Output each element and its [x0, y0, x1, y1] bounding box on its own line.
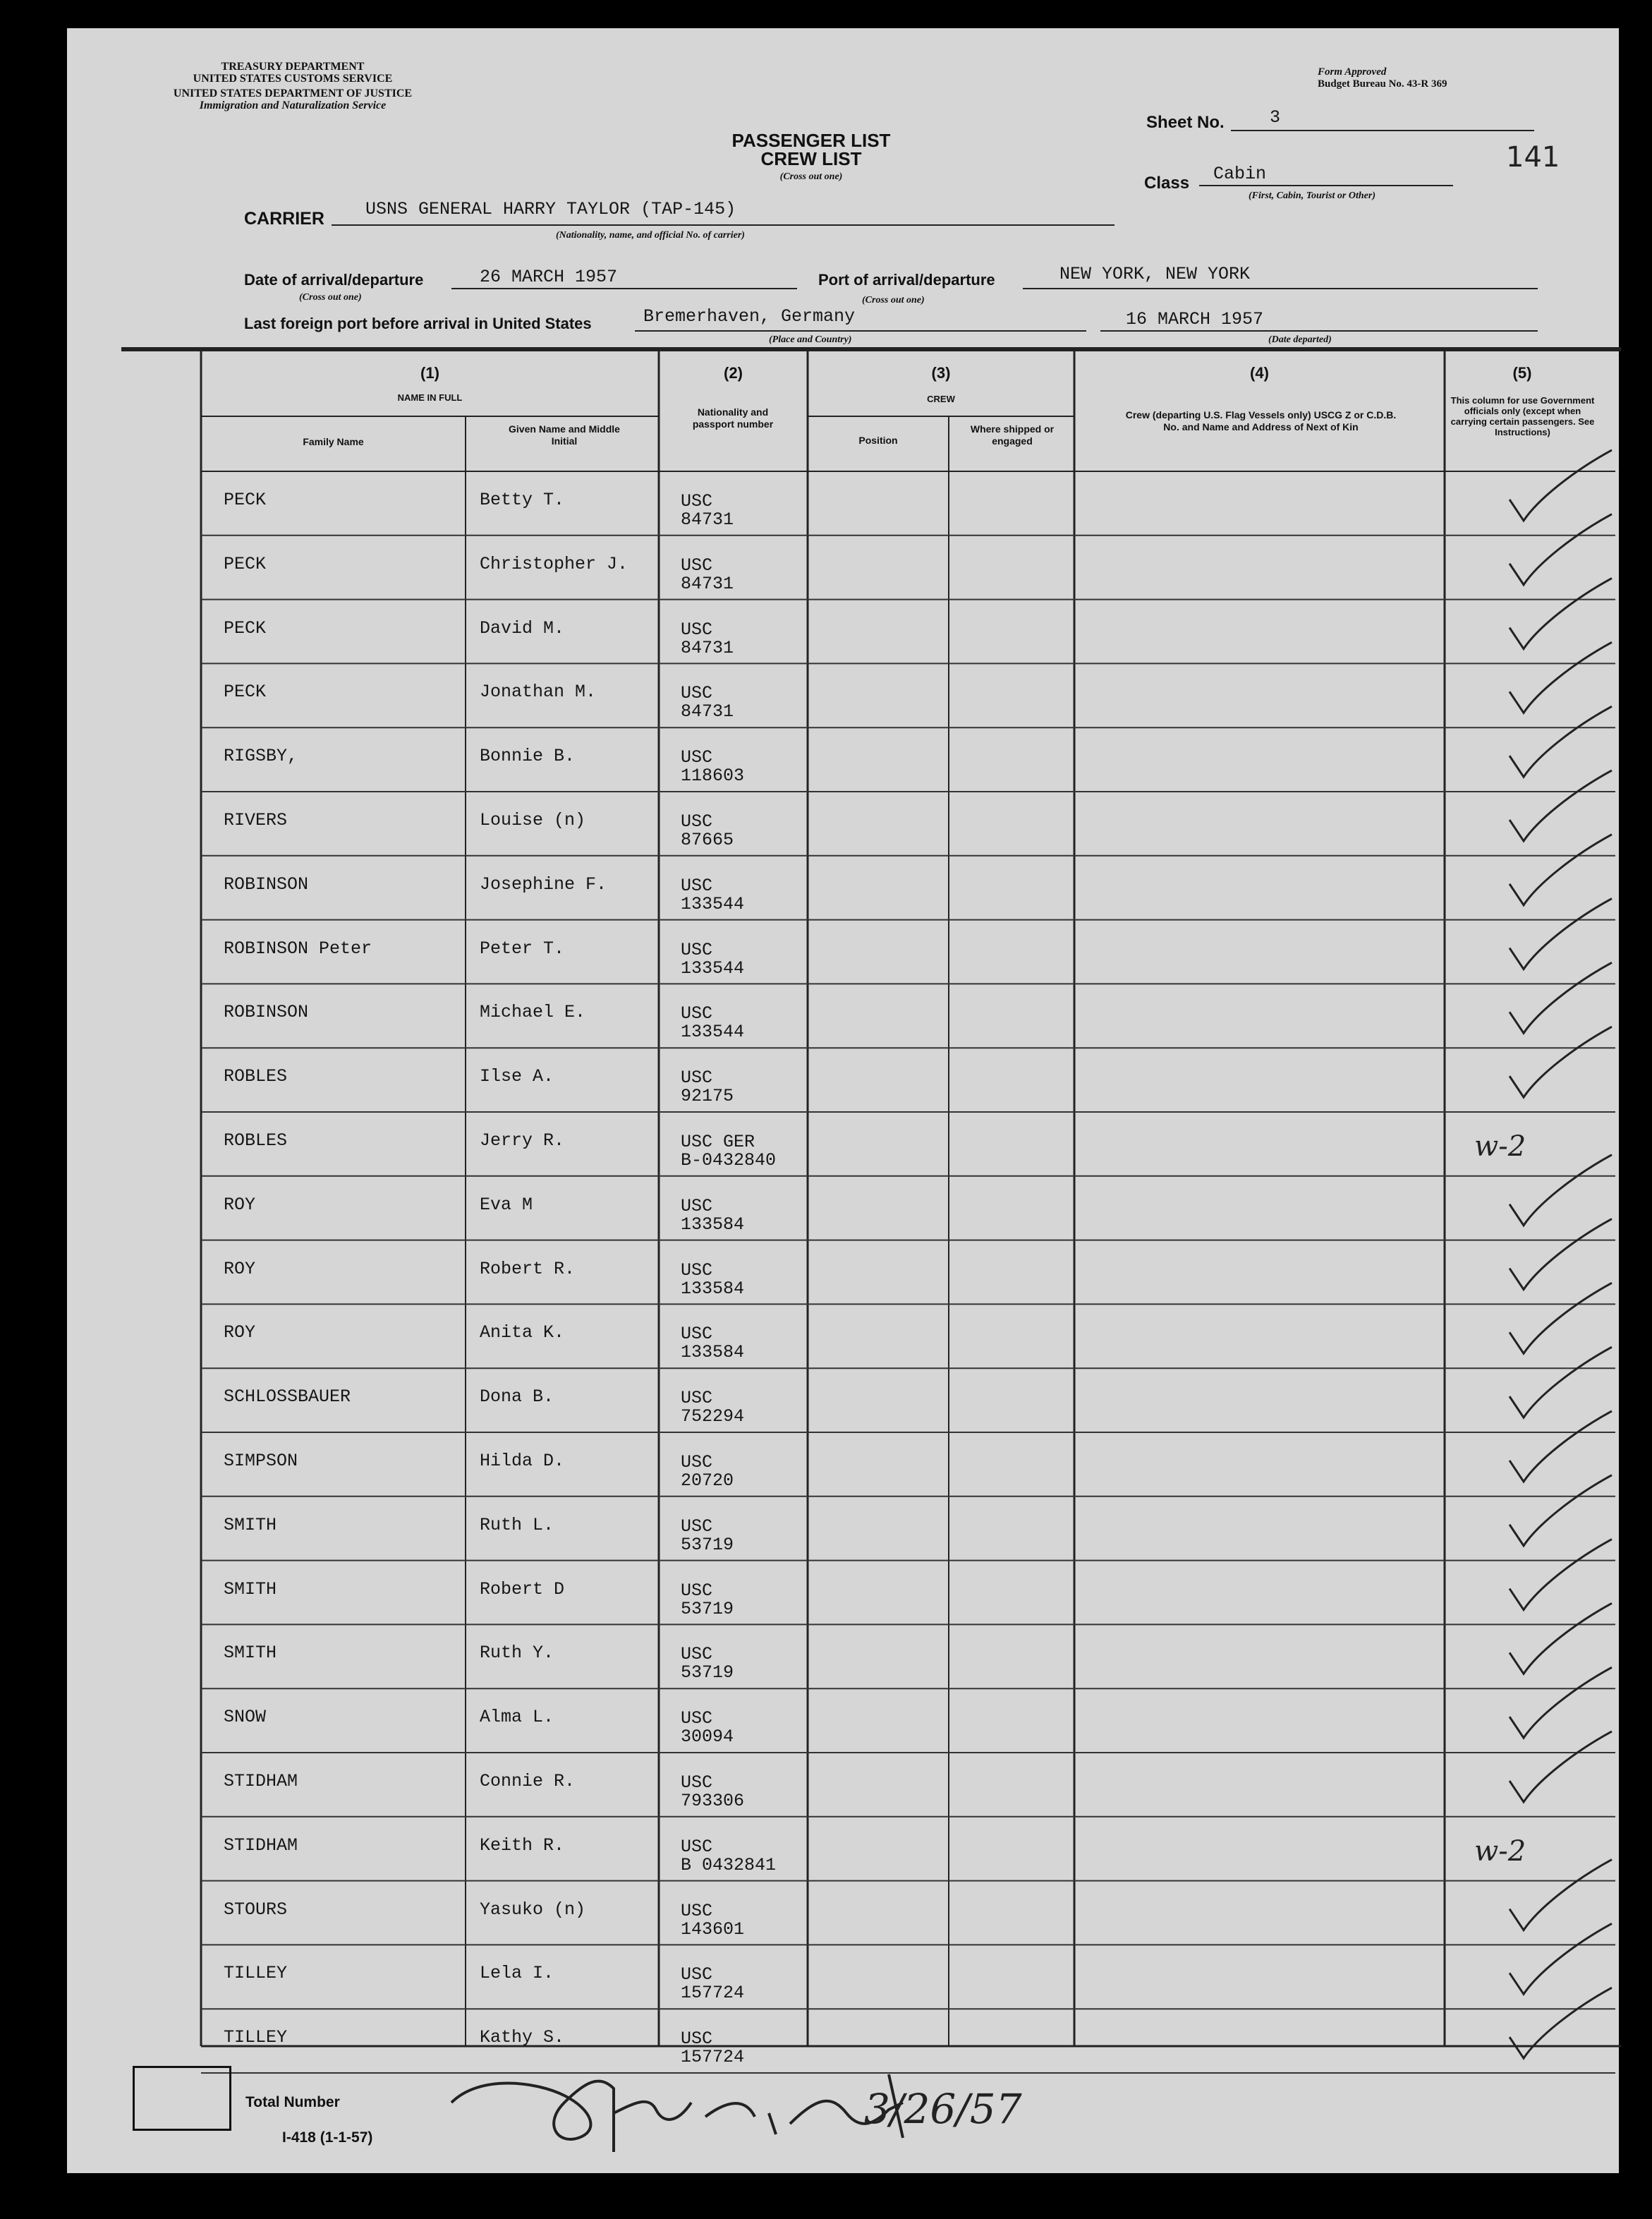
check-mark [1510, 579, 1612, 649]
check-mark [1510, 1923, 1612, 1994]
passport-number-cell: B-0432840 [681, 1150, 777, 1171]
family-name-cell: STIDHAM [224, 1771, 298, 1791]
where-shipped-header: Where shipped or engaged [970, 423, 1055, 447]
passport-number-cell: 53719 [681, 1662, 734, 1683]
family-name-cell: PECK [224, 682, 267, 703]
signature-date: 3/26/57 [864, 2085, 1022, 2133]
passport-number-cell: 87665 [681, 830, 734, 850]
nationality-cell: USC GER [681, 1132, 755, 1152]
given-name-cell: Yasuko (n) [480, 1899, 586, 1920]
check-mark [1510, 1475, 1612, 1546]
check-mark [1510, 1155, 1612, 1226]
nationality-cell: USC [681, 1195, 713, 1216]
col5-number: (5) [1512, 364, 1532, 382]
given-name-cell: Hilda D. [480, 1451, 565, 1471]
passport-number-cell: 133584 [681, 1342, 745, 1363]
family-name-cell: TILLEY [224, 1963, 288, 1984]
family-name-cell: ROY [224, 1194, 256, 1215]
given-name-cell: Robert R. [480, 1258, 576, 1279]
check-mark [1510, 1411, 1612, 1482]
check-mark [1510, 706, 1612, 777]
nationality-cell: USC [681, 1324, 713, 1345]
passport-number-cell: 118603 [681, 766, 745, 787]
family-name-cell: ROY [224, 1322, 256, 1343]
class-note: (First, Cabin, Tourist or Other) [1249, 191, 1375, 201]
family-name-cell: ROBLES [224, 1130, 288, 1151]
given-name-cell: David M. [480, 617, 565, 639]
passport-number-cell: B 0432841 [681, 1854, 777, 1875]
nationality-cell: USC [681, 1452, 713, 1473]
col2-number: (2) [724, 364, 743, 382]
family-name-cell: ROBINSON Peter [224, 938, 372, 959]
total-label: Total Number [245, 2094, 340, 2110]
passport-number-cell: 84731 [681, 637, 734, 658]
last-port-label: Last foreign port before arrival in United States [244, 315, 592, 332]
nationality-cell: USC [681, 1708, 713, 1729]
arrival-date-label: Date of arrival/departure [244, 271, 424, 289]
given-name-cell: Jonathan M. [480, 682, 597, 703]
passport-number-cell: 143601 [681, 1918, 745, 1940]
passport-number-cell: 133584 [681, 1278, 745, 1299]
budget-bureau: Budget Bureau No. 43-R 369 [1318, 78, 1447, 90]
passport-number-cell: 133584 [681, 1214, 745, 1235]
position-header: Position [858, 435, 898, 446]
nationality-cell: USC [681, 1003, 713, 1024]
passport-number-cell: 157724 [681, 2047, 745, 2068]
given-name-cell: Ruth L. [480, 1514, 554, 1535]
carrier-note: (Nationality, name, and official No. of carrier) [556, 230, 745, 241]
passport-number-cell: 84731 [681, 701, 734, 722]
family-name-cell: RIVERS [224, 810, 288, 830]
nationality-cell: USC [681, 939, 713, 960]
col2-title: Nationality and passport number [692, 406, 774, 430]
passport-number-cell: 53719 [681, 1598, 734, 1619]
sheet-label: Sheet No. [1146, 113, 1225, 132]
family-name-cell: PECK [224, 617, 267, 639]
given-name-cell: Michael E. [480, 1002, 586, 1023]
arrival-date-value: 26 MARCH 1957 [480, 267, 618, 287]
given-name-cell: Keith R. [480, 1834, 565, 1856]
given-name-cell: Connie R. [480, 1771, 576, 1791]
family-name-cell: SCHLOSSBAUER [224, 1386, 351, 1408]
given-name-cell: Kathy S. [480, 2027, 565, 2048]
col4-title: Crew (departing U.S. Flag Vessels only) USCG Z or C.D.B. No. and Name and Address of Next of Kin [1125, 409, 1397, 433]
passport-number-cell: 53719 [681, 1534, 734, 1555]
family-name-cell: TILLEY [224, 2027, 288, 2048]
port-note: (Cross out one) [862, 295, 925, 306]
check-mark [1510, 835, 1612, 905]
passport-number-cell: 133544 [681, 1022, 745, 1043]
given-name-cell: Josephine F. [480, 873, 607, 895]
nationality-cell: USC [681, 1068, 713, 1089]
check-mark [1510, 514, 1612, 585]
given-name-cell: Ruth Y. [480, 1643, 554, 1664]
family-name-cell: SMITH [224, 1643, 277, 1664]
nationality-cell: USC [681, 1644, 713, 1665]
given-name-cell: Jerry R. [480, 1130, 565, 1151]
given-name-cell: Dona B. [480, 1386, 554, 1408]
family-name-header: Family Name [303, 436, 364, 447]
passport-number-cell: 30094 [681, 1727, 734, 1748]
nationality-cell: USC [681, 555, 713, 576]
given-name-cell: Betty T. [480, 490, 565, 510]
nationality-cell: USC [681, 491, 713, 512]
nationality-cell: USC [681, 1388, 713, 1409]
nationality-cell: USC [681, 2028, 713, 2050]
nationality-cell: USC [681, 811, 713, 832]
date-departed-note: (Date departed) [1268, 334, 1332, 345]
port-value: NEW YORK, NEW YORK [1059, 264, 1251, 284]
check-mark [1510, 450, 1612, 521]
family-name-cell: RIGSBY, [224, 746, 298, 767]
passport-number-cell: 92175 [681, 1086, 734, 1107]
check-mark [1510, 1603, 1612, 1674]
nationality-cell: USC [681, 1964, 713, 1985]
passport-number-cell: 157724 [681, 1983, 745, 2004]
family-name-cell: ROBINSON [224, 873, 309, 895]
passport-number-cell: 84731 [681, 509, 734, 530]
given-name-cell: Louise (n) [480, 810, 586, 830]
agency-line-4: Immigration and Naturalization Service [199, 99, 387, 111]
given-name-cell: Lela I. [480, 1963, 554, 1984]
check-mark [1510, 1219, 1612, 1290]
check-mark [1510, 642, 1612, 713]
check-mark [1510, 1667, 1612, 1738]
check-mark [1510, 962, 1612, 1033]
given-name-cell: Christopher J. [480, 553, 628, 574]
check-mark [1510, 1860, 1612, 1930]
check-mark [1510, 1988, 1612, 2058]
official-signature [437, 2046, 1213, 2159]
family-name-cell: PECK [224, 490, 267, 510]
family-name-cell: SMITH [224, 1514, 277, 1535]
nationality-cell: USC [681, 1516, 713, 1537]
carrier-label: CARRIER [244, 209, 324, 229]
family-name-cell: SIMPSON [224, 1451, 298, 1471]
col4-number: (4) [1250, 364, 1269, 382]
agency-line-3: UNITED STATES DEPARTMENT OF JUSTICE [173, 87, 413, 99]
carrier-value: USNS GENERAL HARRY TAYLOR (TAP-145) [365, 199, 736, 219]
given-name-cell: Eva M [480, 1194, 533, 1215]
given-name-cell: Robert D [480, 1578, 565, 1600]
form-number: I-418 (1-1-57) [282, 2129, 373, 2146]
check-mark [1510, 770, 1612, 841]
passport-number-cell: 84731 [681, 573, 734, 594]
nationality-cell: USC [681, 1900, 713, 1921]
last-port-note: (Place and Country) [769, 334, 852, 345]
family-name-cell: ROBINSON [224, 1002, 309, 1023]
nationality-cell: USC [681, 1836, 713, 1857]
form-approved: Form Approved [1318, 66, 1387, 78]
arrival-date-note: (Cross out one) [299, 292, 362, 303]
check-mark [1510, 1283, 1612, 1353]
col1-number: (1) [420, 364, 439, 382]
title-passenger-list: PASSENGER LIST [731, 130, 891, 151]
page-number: 141 [1506, 141, 1560, 174]
check-mark [1510, 1347, 1612, 1417]
family-name-cell: ROY [224, 1258, 256, 1279]
sheet-value: 3 [1270, 107, 1281, 128]
nationality-cell: USC [681, 619, 713, 640]
given-name-cell: Alma L. [480, 1707, 554, 1728]
family-name-cell: ROBLES [224, 1066, 288, 1087]
nationality-cell: USC [681, 747, 713, 768]
passport-number-cell: 20720 [681, 1470, 734, 1491]
col1-title: NAME IN FULL [397, 392, 463, 403]
w2-mark: w-2 [1474, 1834, 1526, 1868]
given-name-cell: Anita K. [480, 1322, 565, 1343]
total-box [133, 2066, 231, 2131]
nationality-cell: USC [681, 683, 713, 704]
given-name-cell: Bonnie B. [480, 746, 576, 767]
check-mark [1510, 899, 1612, 969]
passport-number-cell: 133544 [681, 957, 745, 979]
passport-number-cell: 133544 [681, 893, 745, 914]
w2-mark: w-2 [1474, 1130, 1526, 1163]
nationality-cell: USC [681, 1580, 713, 1601]
nationality-cell: USC [681, 1259, 713, 1281]
passport-number-cell: 752294 [681, 1406, 745, 1427]
family-name-cell: STOURS [224, 1899, 288, 1920]
given-name-cell: Peter T. [480, 938, 565, 959]
class-label: Class [1144, 174, 1190, 193]
given-name-cell: Ilse A. [480, 1066, 554, 1087]
title-note: (Cross out one) [779, 171, 843, 182]
port-label: Port of arrival/departure [818, 271, 995, 289]
title-crew-list: CREW LIST [760, 148, 862, 169]
nationality-cell: USC [681, 1772, 713, 1793]
family-name-cell: PECK [224, 553, 267, 574]
check-mark [1510, 1027, 1612, 1097]
last-port-value: Bremerhaven, Germany [643, 306, 856, 327]
class-value: Cabin [1213, 164, 1267, 184]
agency-line-2: UNITED STATES CUSTOMS SERVICE [193, 73, 393, 85]
col3-title: CREW [927, 394, 955, 404]
check-mark [1510, 1731, 1612, 1802]
family-name-cell: STIDHAM [224, 1834, 298, 1856]
nationality-cell: USC [681, 875, 713, 896]
check-mark [1510, 1540, 1612, 1610]
passport-number-cell: 793306 [681, 1791, 745, 1811]
family-name-cell: SNOW [224, 1707, 267, 1728]
family-name-cell: SMITH [224, 1578, 277, 1600]
col3-number: (3) [931, 364, 951, 382]
date-departed-value: 16 MARCH 1957 [1126, 309, 1264, 329]
agency-line-1: TREASURY DEPARTMENT [221, 61, 365, 73]
col5-title: This column for use Government officials only (except when carrying certain passengers. See Instructions) [1450, 395, 1595, 437]
given-name-header: Given Name and Middle Initial [509, 423, 620, 447]
